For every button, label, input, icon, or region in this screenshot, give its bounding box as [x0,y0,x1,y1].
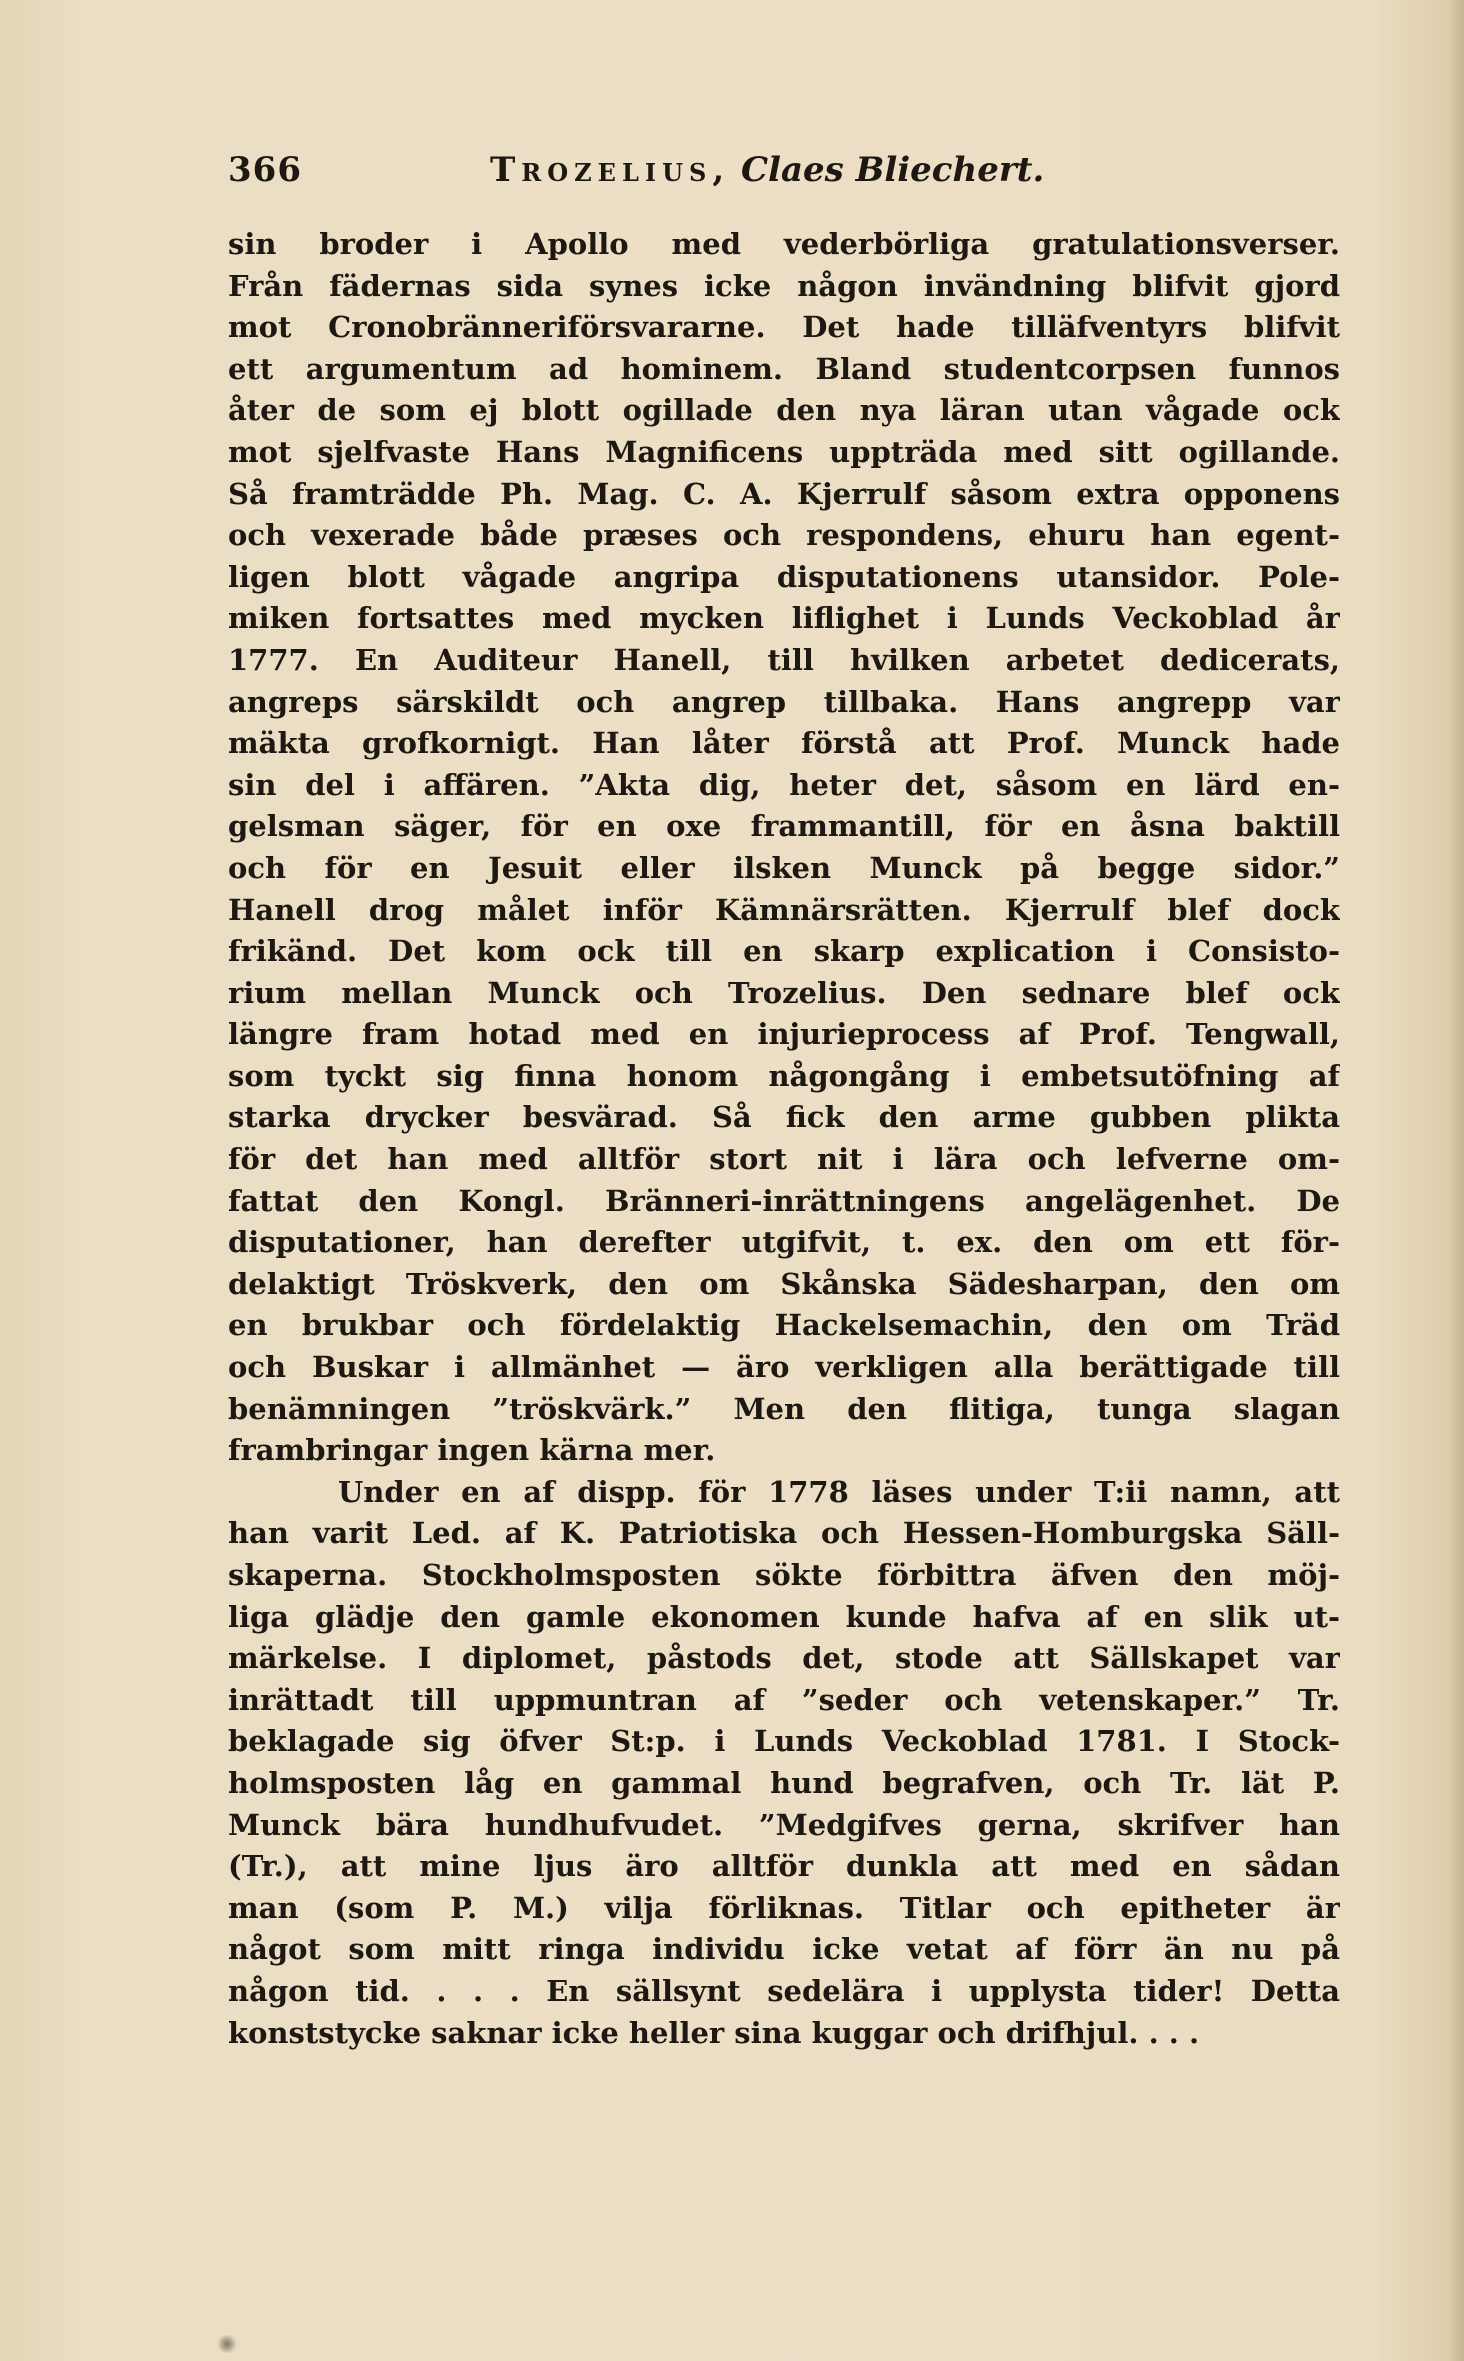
text-line: ett argumentum ad hominem. Bland studentcorpsen funnos [228,351,1340,386]
text-line: och vexerade både præses och respondens, ehuru han egent- [228,518,1340,553]
running-author-surname: Trozelius, [490,150,731,190]
text-line: åter de som ej blott ogillade den nya läran utan vågade ock [228,393,1340,428]
text-line: ligen blott vågade angripa disputationens utansidor. Pole- [228,559,1340,594]
text-line: längre fram hotad med en injurieprocess af Prof. Tengwall, [228,1017,1340,1052]
paragraph-2 [228,1472,1340,2054]
running-author-given: Claes Bliechert. [740,150,1045,190]
text-line: Munck bära hundhufvudet. ”Medgifves gerna, skrifver han [228,1807,1340,1842]
text-line: mot sjelfvaste Hans Magnificens uppträda med sitt ogillande. [228,434,1340,469]
text-line: frambringar ingen kärna mer. [228,1433,716,1468]
text-line: Från fädernas sida synes icke någon invändning blifvit gjord [228,268,1340,303]
text-line: som tyckt sig finna honom någongång i embetsutöfning af [228,1058,1340,1093]
text-line: holmsposten låg en gammal hund begrafven, och Tr. lät P. [228,1765,1340,1800]
text-line: (Tr.), att mine ljus äro alltför dunkla att med en sådan [228,1849,1340,1884]
text-line: Så framträdde Ph. Mag. C. A. Kjerrulf såsom extra opponens [228,476,1340,511]
text-line: någon tid. . . . En sällsynt sedelära i upplysta tider! Detta [228,1973,1340,2008]
body-text [228,224,1340,2054]
text-line: mäkta grofkornigt. Han låter förstå att Prof. Munck hade [228,726,1340,761]
text-line: 1777. En Auditeur Hanell, till hvilken arbetet dedicerats, [228,642,1340,677]
text-line: starka drycker besvärad. Så fick den arme gubben plikta [228,1100,1340,1135]
text-line: gelsman säger, för en oxe frammantill, för en åsna baktill [228,809,1340,844]
text-line: sin broder i Apollo med vederbörliga gratulationsverser. [228,227,1340,261]
ink-blot [216,2335,238,2353]
text-line: sin del i affären. ”Akta dig, heter det, såsom en lärd en- [228,767,1340,802]
text-line: delaktigt Tröskverk, den om Skånska Sädesharpan, den om [228,1266,1340,1301]
text-line: för det han med alltför stort nit i lära och lefverne om- [228,1142,1340,1177]
text-line: något som mitt ringa individu icke vetat af förr än nu på [228,1932,1340,1967]
text-line: frikänd. Det kom ock till en skarp explication i Consisto- [228,934,1340,969]
text-line: inrättadt till uppmuntran af ”seder och vetenskaper.” Tr. [228,1682,1340,1717]
text-line: konststycke saknar icke heller sina kuggar och drifhjul. . . . [228,2015,1200,2050]
text-line: och Buskar i allmänhet — äro verkligen alla berättigade till [228,1350,1340,1385]
running-title [490,150,1044,190]
paragraph-1 [228,224,1340,1472]
text-line: benämningen ”tröskvärk.” Men den flitiga, tunga slagan [228,1391,1340,1426]
text-line: han varit Led. af K. Patriotiska och Hessen-Homburgska Säll- [228,1516,1340,1551]
text-line: skaperna. Stockholmsposten sökte förbittra äfven den möj- [228,1558,1340,1592]
page-number: 366 [228,150,302,190]
page-edge-shadow [1448,0,1464,2361]
text-line: en brukbar och fördelaktig Hackelsemachin, den om Träd [228,1308,1340,1343]
text-line: märkelse. I diplomet, påstods det, stode att Sällskapet var [228,1641,1340,1676]
text-line: Under en af dispp. för 1778 läses under T:ii namn, att [338,1474,1340,1509]
text-line: beklagade sig öfver St:p. i Lunds Veckoblad 1781. I Stock- [228,1724,1340,1759]
text-line: angreps särskildt och angrep tillbaka. Hans angrepp var [228,684,1340,719]
text-line: liga glädje den gamle ekonomen kunde hafva af en slik ut- [228,1599,1340,1634]
text-line: mot Cronobränneriförsvararne. Det hade tilläfventyrs blifvit [228,310,1340,345]
text-line: och för en Jesuit eller ilsken Munck på begge sidor.” [228,850,1340,885]
text-line: Hanell drog målet inför Kämnärsrätten. Kjerrulf blef dock [228,892,1340,927]
text-line: fattat den Kongl. Bränneri-inrättningens angelägenhet. De [228,1183,1340,1218]
text-line: miken fortsattes med mycken liflighet i Lunds Veckoblad år [228,601,1340,636]
text-line: disputationer, han derefter utgifvit, t. ex. den om ett för- [228,1225,1340,1260]
running-header [228,150,1128,200]
text-line: man (som P. M.) vilja förliknas. Titlar och epitheter är [228,1890,1340,1925]
text-line: rium mellan Munck och Trozelius. Den sednare blef ock [228,975,1340,1010]
